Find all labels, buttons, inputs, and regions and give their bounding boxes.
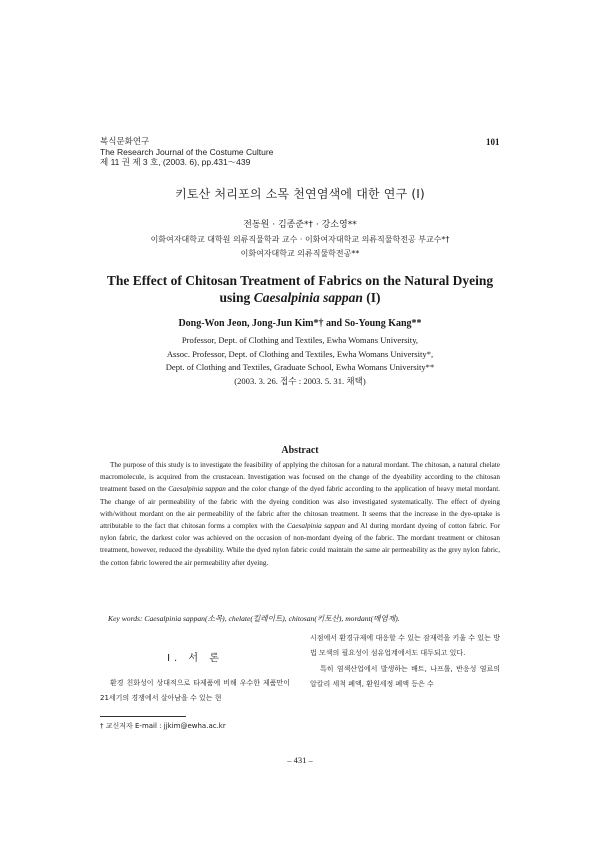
keywords: Key words: Caesalpinia sappan(소목), chelate(킬레이트), chitosan(키토산), mordant(매염제).	[108, 614, 400, 623]
korean-affiliation-2: 이화여자대학교 의류직물학전공**	[240, 249, 360, 258]
body-paragraph: 시점에서 환경규제에 대응할 수 있는 잠재력을 키울 수 있는 방법 모색의 필요성이 섬유업계에서도 대두되고 있다.	[310, 634, 500, 658]
corresponding-author-footnote: † 교신저자 E-mail : jjkim@ewha.ac.kr	[100, 722, 226, 730]
journal-header	[100, 136, 273, 168]
english-title-line-2: using Caesalpinia sappan (I)	[219, 290, 381, 305]
footnote-divider	[100, 716, 186, 717]
korean-authors: 전동원 · 김종준*† · 강소영**	[243, 220, 357, 230]
english-affiliations	[0, 334, 600, 388]
english-affiliation-3: Dept. of Clothing and Textiles, Graduate School, Ewha Womans University**	[165, 362, 435, 372]
korean-affiliations	[0, 233, 600, 261]
journal-korean-name: 복식문화연구	[100, 136, 150, 146]
page-number-top: 101	[486, 137, 500, 147]
submission-dates: (2003. 3. 26. 접수 : 2003. 5. 31. 채택)	[234, 375, 366, 386]
english-authors: Dong-Won Jeon, Jong-Jun Kim*† and So-Young Kang**	[178, 318, 422, 329]
korean-affiliation-1: 이화여자대학교 대학원 의류직물학과 교수 · 이화여자대학교 의류직물학전공 부교수*†	[150, 235, 450, 244]
korean-title: 키토산 처리포의 소목 천연염색에 대한 연구 (I)	[175, 187, 425, 201]
english-title	[0, 272, 600, 306]
journal-english-name: The Research Journal of the Costume Culture	[100, 146, 274, 157]
body-paragraph: 특히 염색산업에서 발생하는 배트, 나프톨, 반응성 염료의 알칼리 세척 폐액, 환원세정 폐액 등은 수	[310, 664, 500, 688]
body-paragraph: 환경 친화성이 상대적으로 타제품에 비해 우수한 제품만이 21세기의 경쟁에서 살아남을 수 있는 현	[100, 679, 290, 703]
journal-volume-line: 제 11 권 제 3 호, (2003. 6), pp.431～439	[100, 157, 251, 167]
abstract-heading: Abstract	[281, 445, 319, 456]
page-number-bottom: – 431 –	[287, 755, 313, 765]
abstract-body: The purpose of this study is to investigate the feasibility of applying the chitosan for a natural mordant. The chitosan, a natural chelate macromolecule, is acquired from the crustacean. Investigation was focused on the change of the dyeability according to the chitosan treatment based on the Caesalpinia sappan and the color change of the dyed fabric according to the application of heavy metal mordant. The change of air permeability of the fabric with the dyeing condition was also investigated systematically. The effect of dyeing with/without mordant on the air permeability of the fabric after the chitosan treatment. It seems that the increase in the dye-uptake is attributable to the fact that chitosan forms a complex with the Caesalpinia sappan and Al during mordant dyeing of cotton fabric. For nylon fabric, the darkest color was achieved on the occasion of non-mordant dyeing of the fabric. The mordant treatment or chitosan treatment, however, reduced the dyeability. While the dyed nylon fabric could maintain the same air permeability as the grey nylon fabric, the cotton fabric lowered the air permeability after dyeing.	[100, 461, 500, 567]
english-affiliation-1: Professor, Dept. of Clothing and Textiles, Ewha Womans University,	[181, 335, 419, 345]
section-heading-introduction: Ⅰ. 서 론	[167, 653, 223, 664]
english-title-line-1: The Effect of Chitosan Treatment of Fabrics on the Natural Dyeing	[106, 273, 494, 288]
body-column-right	[310, 631, 500, 692]
english-affiliation-2: Assoc. Professor, Dept. of Clothing and Textiles, Ewha Womans University*,	[166, 348, 434, 359]
body-column-left	[100, 645, 290, 707]
